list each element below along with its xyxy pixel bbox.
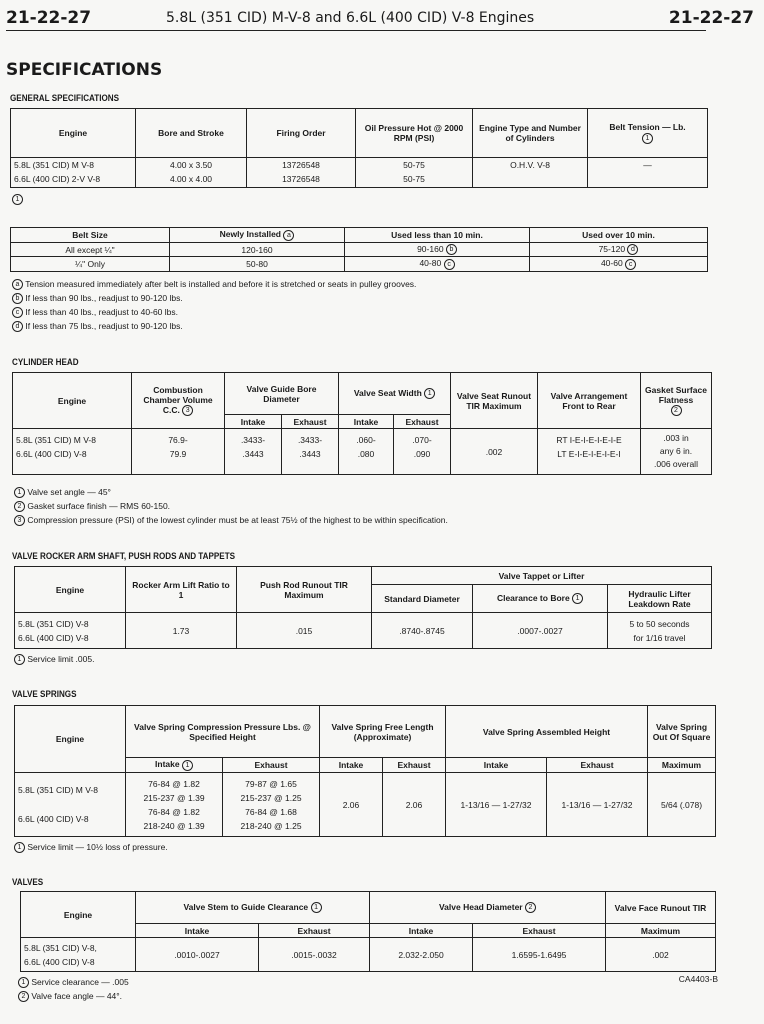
header-label: Combustion Chamber Volume C.C. <box>143 384 213 415</box>
firing-cell: 13726548 <box>247 158 356 172</box>
footnote-mark: 3 <box>14 515 25 526</box>
sub-intake: Intake <box>370 924 473 938</box>
col-firing: Firing Order <box>247 109 356 158</box>
header-label: Valve Seat Width <box>353 387 422 398</box>
runout-cell: .002 <box>451 429 538 475</box>
valves-note <box>18 977 129 988</box>
stem-intake-cell: .0010-.0027 <box>136 938 259 972</box>
col-compression: Valve Spring Compression Pressure Lbs. @ Specified Height <box>126 706 320 758</box>
belt-size-cell: ¼" Only <box>11 257 170 271</box>
col-ratio: Rocker Arm Lift Ratio to 1 <box>126 567 237 613</box>
head-intake-cell: 2.032-2.050 <box>370 938 473 972</box>
oil-cell: 50-75 <box>356 172 473 188</box>
engine-cell: 6.6L (400 CID) 2-V V-8 <box>11 172 136 188</box>
belt-note <box>12 321 183 332</box>
footnote-mark: 2 <box>671 405 682 416</box>
col-seat-width <box>339 373 451 415</box>
value: 215-237 @ 1.25 <box>240 792 302 803</box>
value: .3443 <box>299 449 321 459</box>
rocker-heading: VALVE ROCKER ARM SHAFT, PUSH RODS AND TAPPETS <box>12 551 236 561</box>
value: .070- <box>412 435 432 445</box>
used-over-cell <box>530 257 708 271</box>
general-footnote <box>12 194 23 205</box>
sub-exhaust: Exhaust <box>547 758 648 773</box>
col-arrangement: Valve Arrangement Front to Rear <box>538 373 641 429</box>
valves-table <box>20 891 716 972</box>
comb-cell <box>132 429 225 475</box>
ratio-cell: 1.73 <box>126 613 237 649</box>
footnote-mark: 1 <box>14 654 25 665</box>
engine-cell <box>13 429 132 475</box>
sub-clearance <box>473 585 608 613</box>
newly-installed-label: Newly Installed <box>219 229 282 240</box>
running-title: 5.8L (351 CID) M-V-8 and 6.6L (400 CID) V-8 Engines <box>166 10 535 26</box>
newly-cell: 50-80 <box>170 257 345 271</box>
free-exhaust-cell: 2.06 <box>383 773 446 837</box>
footnote-mark: c <box>625 259 636 270</box>
note-text: Tension measured immediately after belt is installed and before it is stretched or seats in pulley grooves. <box>25 279 417 289</box>
engine-name: 5.8L (351 CID) V-8 <box>18 618 89 629</box>
footnote-mark: 1 <box>14 842 25 853</box>
footnote-mark: 2 <box>525 902 536 913</box>
footnote-mark: 1 <box>18 977 29 988</box>
hydraulic-cell <box>608 613 712 649</box>
footnote-mark: 1 <box>311 902 322 913</box>
head-exhaust-cell: 1.6595-1.6495 <box>473 938 606 972</box>
footnote-mark: d <box>627 244 638 255</box>
value: .006 overall <box>654 459 698 469</box>
value: .003 in <box>663 433 689 443</box>
col-engine: Engine <box>21 892 136 938</box>
sub-exhaust: Exhaust <box>383 758 446 773</box>
value: 218-240 @ 1.25 <box>240 820 302 831</box>
assembled-exhaust-cell: 1-13/16 — 1-27/32 <box>547 773 648 837</box>
cylinder-head-table <box>12 372 712 475</box>
value: RT I-E-I-E-I-E-I-E <box>556 435 622 445</box>
engine-name: 5.8L (351 CID) M V-8 <box>18 784 98 795</box>
page-title: SPECIFICATIONS <box>6 60 163 80</box>
footnote-mark: 2 <box>14 501 25 512</box>
cylinder-note <box>14 501 170 512</box>
col-stem-clearance <box>136 892 370 924</box>
col-tappet: Valve Tappet or Lifter <box>372 567 712 585</box>
value: 76-84 @ 1.82 <box>148 778 200 789</box>
sub-hydraulic: Hydraulic Lifter Leakdown Rate <box>608 585 712 613</box>
square-cell: 5/64 (.078) <box>648 773 716 837</box>
cylinder-note <box>14 487 111 498</box>
footnote-mark: 1 <box>424 388 435 399</box>
engine-name: 6.6L (400 CID) V-8 <box>24 956 95 967</box>
col-runout: Valve Seat Runout TIR Maximum <box>451 373 538 429</box>
belt-tension-label: Belt Tension — Lb. <box>609 122 686 133</box>
footnote-mark: a <box>12 279 23 290</box>
header-label: Clearance to Bore <box>496 592 570 603</box>
value: 40-80 <box>419 258 442 269</box>
sub-exhaust: Exhaust <box>259 924 370 938</box>
col-oil: Oil Pressure Hot @ 2000 RPM (PSI) <box>356 109 473 158</box>
belt-note <box>12 279 416 290</box>
value: any 6 in. <box>659 446 693 456</box>
firing-cell: 13726548 <box>247 172 356 188</box>
belt-note <box>12 307 178 318</box>
col-engine: Engine <box>15 567 126 613</box>
sub-intake: Intake <box>446 758 547 773</box>
footnote-mark: a <box>283 230 294 241</box>
footnote-mark: b <box>446 244 457 255</box>
page-number-left: 21-22-27 <box>6 8 92 28</box>
value: 79.9 <box>169 449 187 459</box>
note-text: Gasket surface finish — RMS 60-150. <box>27 501 171 511</box>
stem-exhaust-cell: .0015-.0032 <box>259 938 370 972</box>
note-text: Valve set angle — 45° <box>27 487 111 497</box>
col-free-length: Valve Spring Free Length (Approximate) <box>320 706 446 758</box>
note-text: If less than 75 lbs., readjust to 90-120 lbs. <box>25 321 183 331</box>
sub-maximum: Maximum <box>648 758 716 773</box>
header-label: Valve Stem to Guide Clearance <box>183 901 309 912</box>
footnote-mark: 3 <box>182 405 193 416</box>
col-gasket <box>641 373 712 429</box>
col-square: Valve Spring Out Of Square <box>648 706 716 758</box>
note-text: Compression pressure (PSI) of the lowest cylinder must be at least 75½ of the highest to be within specification. <box>27 515 448 525</box>
col-used-over: Used over 10 min. <box>530 228 708 243</box>
value: 40-60 <box>600 258 623 269</box>
value: .080 <box>357 449 375 459</box>
footnote-mark: c <box>12 307 23 318</box>
engine-name: 6.6L (400 CID) V-8 <box>18 813 89 824</box>
belt-size-cell: All except ¼" <box>11 243 170 257</box>
springs-heading: VALVE SPRINGS <box>12 689 77 699</box>
general-heading: GENERAL SPECIFICATIONS <box>10 93 120 103</box>
bore-cell: 4.00 x 4.00 <box>136 172 247 188</box>
oil-cell: 50-75 <box>356 158 473 172</box>
free-intake-cell: 2.06 <box>320 773 383 837</box>
footnote-mark: 1 <box>642 133 653 144</box>
springs-note <box>14 842 168 853</box>
col-combustion <box>132 373 225 429</box>
value: for 1/16 travel <box>633 632 686 643</box>
engine-cell <box>21 938 136 972</box>
seat-exhaust-cell <box>394 429 451 475</box>
clearance-cell: .0007-.0027 <box>473 613 608 649</box>
engine-name: 5.8L (351 CID) M V-8 <box>16 435 96 445</box>
belt-table <box>10 227 708 272</box>
col-engine: Engine <box>11 109 136 158</box>
tension-cell <box>588 172 708 188</box>
newly-cell: 120-160 <box>170 243 345 257</box>
header-label: Valve Head Diameter <box>438 901 523 912</box>
footnote-mark: 1 <box>14 487 25 498</box>
engine-name: 6.6L (400 CID) V-8 <box>18 632 89 643</box>
col-belt-tension <box>588 109 708 158</box>
figure-code: CA4403-B <box>678 974 718 984</box>
rocker-note <box>14 654 94 665</box>
sub-intake <box>126 758 223 773</box>
value: 90-160 <box>417 244 444 254</box>
col-belt-size: Belt Size <box>11 228 170 243</box>
page-number-right: 21-22-27 <box>668 8 754 28</box>
sub-intake: Intake <box>136 924 259 938</box>
value: LT E-I-E-I-E-I-E-I <box>557 449 621 459</box>
footnote-mark: 1 <box>12 194 23 205</box>
standard-cell: .8740-.8745 <box>372 613 473 649</box>
value: .060- <box>356 435 376 445</box>
note-text: If less than 90 lbs., readjust to 90-120 lbs. <box>25 293 183 303</box>
assembled-intake-cell: 1-13/16 — 1-27/32 <box>446 773 547 837</box>
seat-intake-cell <box>339 429 394 475</box>
header-rule <box>6 30 706 31</box>
face-runout-cell: .002 <box>606 938 716 972</box>
sub-maximum: Maximum <box>606 924 716 938</box>
col-face-runout: Valve Face Runout TIR <box>606 892 716 924</box>
engine-cell <box>15 773 126 837</box>
engine-name: 6.6L (400 CID) V-8 <box>16 449 87 459</box>
general-table <box>10 108 708 188</box>
tension-cell: — <box>588 158 708 172</box>
value: 79-87 @ 1.65 <box>245 778 297 789</box>
col-engine: Engine <box>15 706 126 773</box>
header-label: Gasket Surface Flatness <box>645 384 707 405</box>
note-text: Service clearance — .005 <box>31 977 129 987</box>
comp-intake-cell <box>126 773 223 837</box>
value: .3443 <box>242 449 264 459</box>
sub-intake: Intake <box>320 758 383 773</box>
belt-note <box>12 293 183 304</box>
guide-intake-cell <box>225 429 282 475</box>
sub-intake: Intake <box>225 415 282 429</box>
footnote-mark: 2 <box>18 991 29 1002</box>
value: 76.9- <box>168 435 188 445</box>
note-text: If less than 40 lbs., readjust to 40-60 lbs. <box>25 307 178 317</box>
type-cell <box>473 172 588 188</box>
push-cell: .015 <box>237 613 372 649</box>
sub-exhaust: Exhaust <box>394 415 451 429</box>
value: .3433- <box>297 435 323 445</box>
engine-cell <box>15 613 126 649</box>
value: 76-84 @ 1.82 <box>148 806 200 817</box>
footnote-mark: c <box>444 259 455 270</box>
valves-heading: VALVES <box>12 877 44 887</box>
value: .090 <box>413 449 431 459</box>
value: 5 to 50 seconds <box>629 618 690 629</box>
sub-standard: Standard Diameter <box>372 585 473 613</box>
col-newly-installed <box>170 228 345 243</box>
sub-exhaust: Exhaust <box>282 415 339 429</box>
col-guide: Valve Guide Bore Diameter <box>225 373 339 415</box>
note-text: Service limit — 10½ loss of pressure. <box>27 842 168 852</box>
header-label: Intake <box>155 759 180 770</box>
footnote-mark: 1 <box>572 593 583 604</box>
used-less-cell <box>345 243 530 257</box>
guide-exhaust-cell <box>282 429 339 475</box>
footnote-mark: b <box>12 293 23 304</box>
used-over-cell <box>530 243 708 257</box>
value: 76-84 @ 1.68 <box>245 806 297 817</box>
sub-exhaust: Exhaust <box>223 758 320 773</box>
engine-name: 5.8L (351 CID) V-8, <box>24 942 97 953</box>
value: 75-120 <box>598 244 626 254</box>
note-text: Valve face angle — 44°. <box>31 991 123 1001</box>
arrangement-cell <box>538 429 641 475</box>
footnote-mark: d <box>12 321 23 332</box>
value: .3433- <box>240 435 266 445</box>
note-text: Service limit .005. <box>27 654 95 664</box>
value: 218-240 @ 1.39 <box>143 820 205 831</box>
col-engine-type: Engine Type and Number of Cylinders <box>473 109 588 158</box>
comp-exhaust-cell <box>223 773 320 837</box>
cylinder-note <box>14 515 448 526</box>
footnote-mark: 1 <box>182 760 193 771</box>
sub-intake: Intake <box>339 415 394 429</box>
type-cell: O.H.V. V-8 <box>473 158 588 172</box>
col-used-less: Used less than 10 min. <box>345 228 530 243</box>
col-head-diameter <box>370 892 606 924</box>
col-bore: Bore and Stroke <box>136 109 247 158</box>
used-less-cell <box>345 257 530 271</box>
springs-table <box>14 705 716 837</box>
sub-exhaust: Exhaust <box>473 924 606 938</box>
col-push-rod: Push Rod Runout TIR Maximum <box>237 567 372 613</box>
bore-cell: 4.00 x 3.50 <box>136 158 247 172</box>
col-engine: Engine <box>13 373 132 429</box>
value: 215-237 @ 1.39 <box>143 792 205 803</box>
cylinder-head-heading: CYLINDER HEAD <box>12 357 79 367</box>
col-assembled: Valve Spring Assembled Height <box>446 706 648 758</box>
rocker-table <box>14 566 712 649</box>
valves-note <box>18 991 122 1002</box>
engine-cell: 5.8L (351 CID) M V-8 <box>11 158 136 172</box>
gasket-cell <box>641 429 712 475</box>
